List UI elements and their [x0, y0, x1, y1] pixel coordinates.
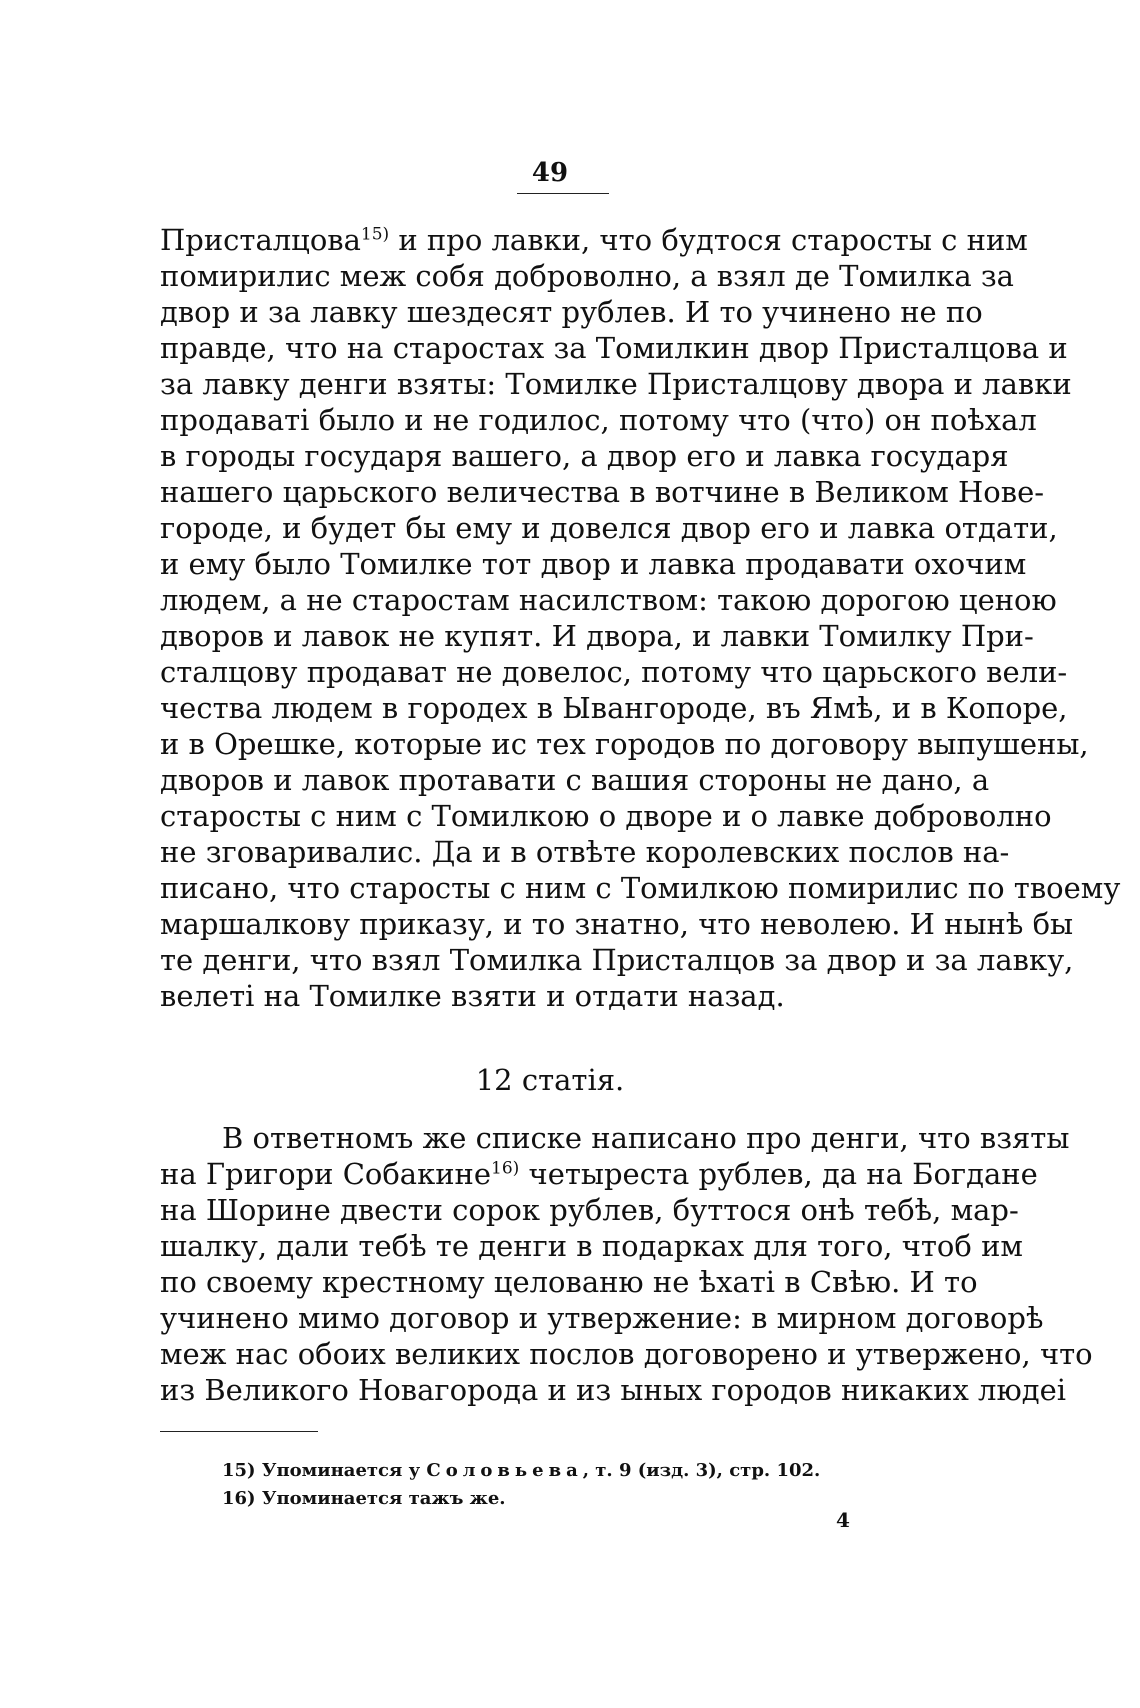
text-line: на Шорине двести сорок рублев, буттося онѣ тебѣ, мар- [160, 1193, 1019, 1227]
text-line: правде, что на старостах за Томилкин двор Присталцова и [160, 331, 1068, 365]
text-line: городе, и будет бы ему и довелся двор его и лавка отдати, [160, 511, 1058, 545]
text-line: в городы государя вашего, а двор его и лавка государя [160, 439, 1009, 473]
text-line: из Великого Новагорода и из ыных городов никаких людеі [160, 1373, 1067, 1407]
text-line: сталцову продават не довелос, потому что царьского вели- [160, 655, 1068, 689]
footnote-rule [160, 1431, 318, 1432]
text-line: двор и за лавку шездесят рублев. И то учинено не по [160, 295, 983, 329]
section-heading: 12 статія. [475, 1063, 625, 1097]
text-line: те денги, что взял Томилка Присталцов за двор и за лавку, [160, 943, 1074, 977]
text-line: учинено мимо договор и утвержение: в мирном договорѣ [160, 1301, 1044, 1335]
footnote-16: 16) Упоминается тажъ же. [222, 1488, 506, 1509]
signature-mark: 4 [836, 1508, 850, 1532]
text-line: не зговаривалис. Да и в отвѣте королевских послов на- [160, 835, 1010, 869]
text-line: велеті на Томилке взяти и отдати назад. [160, 979, 785, 1013]
text-line: меж нас обоих великих послов договорено и утвержено, что [160, 1337, 1093, 1371]
footnote-ref-15: 15) [360, 224, 390, 245]
text-line: за лавку денги взяты: Томилке Присталцову двора и лавки [160, 367, 1072, 401]
text-line: помирилис меж собя доброволно, а взял де Томилка за [160, 259, 1014, 293]
text-line: и в Орешке, которые ис тех городов по договору выпушены, [160, 727, 1089, 761]
text-line: маршалкову приказу, и то знатно, что неволею. И нынѣ бы [160, 907, 1074, 941]
text-line: Присталцова$^{15)}$ и про лавки, что будтося старосты с ним [160, 223, 1028, 257]
footnote-15: 15) Упоминается у Соловьева, т. 9 (изд. 3), стр. 102. [222, 1460, 821, 1481]
text-line: писано, что старосты с ним с Томилкою помирилис по твоему [160, 871, 1121, 905]
text-line: и ему было Томилке тот двор и лавка продавати охочим [160, 547, 1027, 581]
text-line: чества людем в городех в Ывангороде, въ Ямѣ, и в Копоре, [160, 691, 1068, 725]
text-line: по своему крестному целованю не ѣхаті в Свѣю. И то [160, 1265, 978, 1299]
text-line: шалку, дали тебѣ те денги в подарках для того, чтоб им [160, 1229, 1023, 1263]
page-number: 49 [531, 158, 569, 188]
text-line: В ответномъ же списке написано про денги, что взяты [222, 1121, 1070, 1155]
page-number-rule [517, 193, 609, 194]
footnote-ref-16: 16) [491, 1158, 520, 1179]
text-line: на Григори Собакине$^{16)}$ четыреста рублев, да на Богдане [160, 1157, 1038, 1191]
text-line: дворов и лавок протавати с вашия стороны не дано, а [160, 763, 990, 797]
text-line: людем, а не старостам насилством: такою дорогою ценою [160, 583, 1057, 617]
text-line: старосты с ним с Томилкою о дворе и о лавке доброволно [160, 799, 1052, 833]
text-line: продаваті было и не годилос, потому что (что) он поѣхал [160, 403, 1037, 437]
text-line: нашего царьского величества в вотчине в Великом Нове- [160, 475, 1045, 509]
text-line: дворов и лавок не купят. И двора, и лавки Томилку При- [160, 619, 1034, 653]
